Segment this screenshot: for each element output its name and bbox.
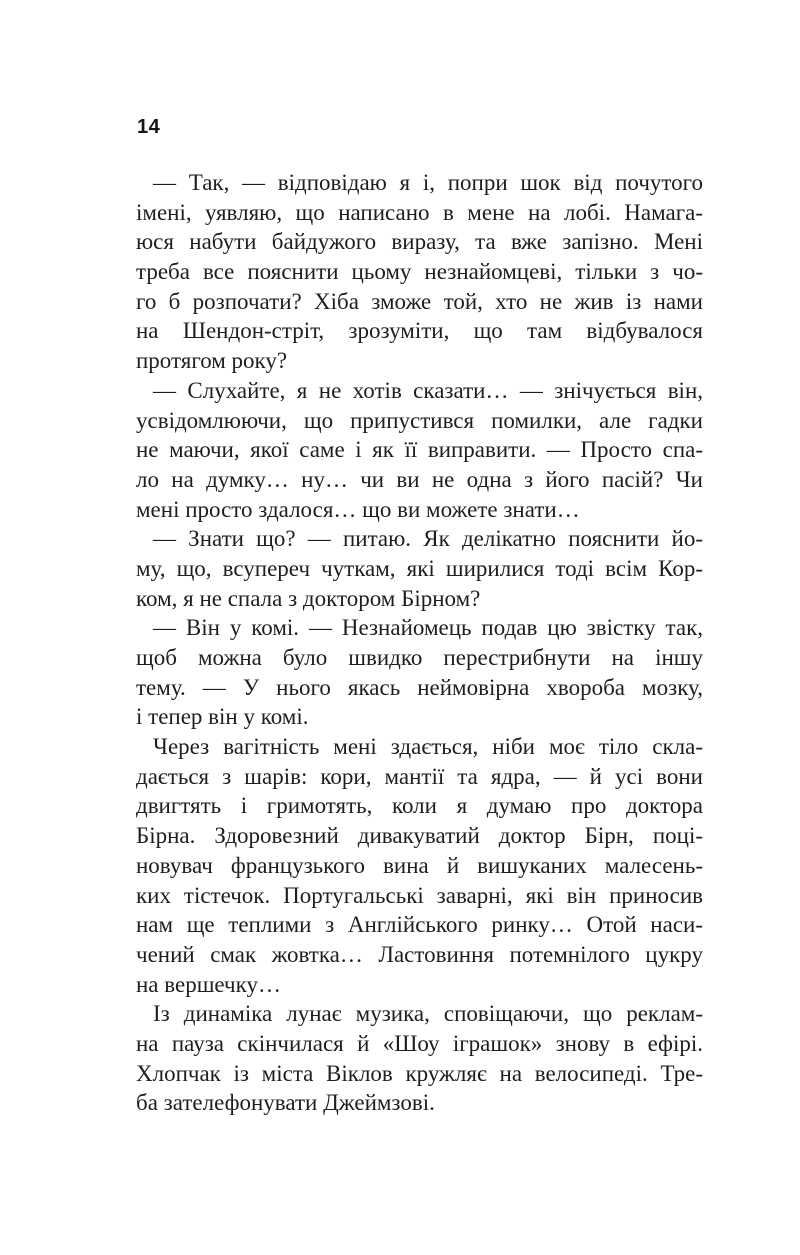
paragraph-6: [136, 999, 703, 1118]
text-line: треба все пояснити цьому незнайомцеві, тільки з чо-: [136, 259, 703, 285]
text-line: мені просто здалося… що ви можете знати…: [136, 496, 580, 522]
text-line: Хлопчак із міста Віклов кружляє на велосипеді. Тре-: [136, 1060, 703, 1086]
text-line: чений смак жовтка… Ластовиння потемнілого цукру: [136, 941, 703, 967]
text-line: Із динаміка лунає музика, сповіщаючи, що реклам-: [153, 1001, 703, 1027]
paragraph-5: [136, 732, 703, 999]
text-line: — Він у комі. — Незнайомець подав цю звістку так,: [153, 615, 703, 641]
paragraph-3: [136, 524, 703, 613]
text-line: на вершечку…: [136, 971, 281, 997]
text-line: щоб можна було швидко перестрибнути на іншу: [136, 645, 703, 670]
paragraph-1: [136, 168, 703, 376]
text-line: Через вагітність мені здається, ніби моє тіло скла-: [153, 734, 703, 760]
text-line: двигтять і гримотять, коли я думаю про доктора: [136, 793, 703, 819]
body-text: [136, 168, 703, 1118]
text-line: ло на думку… ну… чи ви не одна з його пасій? Чи: [136, 466, 703, 492]
text-line: усвідомлюючи, що припустився помилки, але гадки: [136, 407, 703, 433]
text-line: протягом року?: [136, 348, 288, 374]
text-line: дається з шарів: кори, мантії та ядра, — й усі вони: [136, 763, 703, 789]
paragraph-4: [136, 613, 703, 732]
text-line: — Знати що? — питаю. Як делікатно пояснити йо-: [153, 526, 703, 552]
text-line: тему. — У нього якась неймовірна хвороба мозку,: [136, 674, 703, 700]
text-line: ба зателефонувати Джеймзові.: [136, 1090, 435, 1116]
page-number: 14: [137, 116, 161, 138]
text-line: на пауза скінчилася й «Шоу іграшок» знову в ефірі.: [136, 1030, 703, 1056]
text-line: імені, уявляю, що написано в мене на лобі. Намага-: [136, 199, 703, 225]
text-line: юся набути байдужого виразу, та вже запізно. Мені: [136, 229, 703, 255]
text-line: го б розпочати? Хіба зможе той, хто не жив із нами: [136, 288, 703, 314]
text-line: і тепер він у комі.: [136, 704, 309, 730]
text-line: ком, я не спала з доктором Бірном?: [136, 585, 481, 611]
text-line: на Шендон-стріт, зрозуміти, що там відбувалося: [136, 318, 703, 344]
text-line: — Так, — відповідаю я і, попри шок від почутого: [153, 170, 703, 195]
paragraph-2: [136, 376, 703, 524]
text-line: новувач французького вина й вишуканих малесень-: [136, 852, 703, 878]
text-line: му, що, всупереч чуткам, які ширилися тоді всім Кор-: [136, 555, 703, 581]
text-line: — Слухайте, я не хотів сказати… — знічується він,: [153, 377, 703, 403]
text-line: нам ще теплими з Англійського ринку… Отой наси-: [136, 912, 703, 938]
text-line: не маючи, якої саме і як її виправити. — Просто спа-: [136, 437, 703, 463]
text-line: ких тістечок. Португальські заварні, які він приносив: [136, 882, 703, 908]
text-line: Бірна. Здоровезний дивакуватий доктор Бірн, поці-: [136, 823, 703, 849]
